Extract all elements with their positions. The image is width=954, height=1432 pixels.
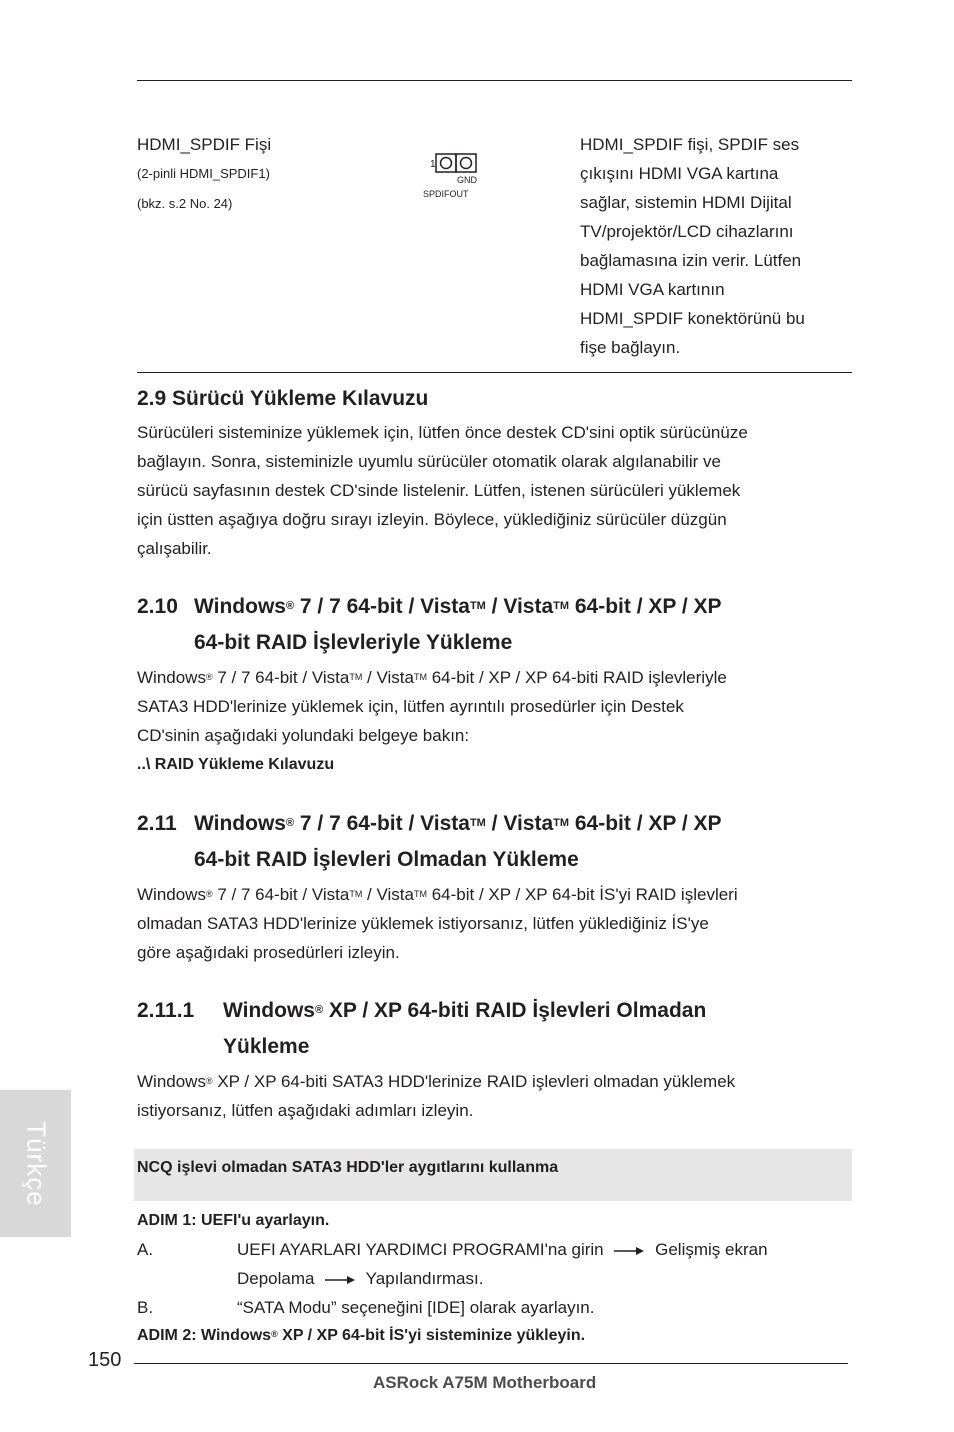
paragraph-line: Windows® 7 / 7 64-bit / Vista™ / Vista™ 64-bit / XP / XP 64-bit İS'yi RAID işlevleri <box>137 885 738 904</box>
section-2-11-title <box>194 806 854 878</box>
description-line: çıkışını HDMI VGA kartına <box>580 164 779 183</box>
section-2-11-body <box>137 880 852 967</box>
title-line-1: Windows® 7 / 7 64-bit / Vista™ / Vista™ 64-bit / XP / XP <box>194 595 722 618</box>
paragraph-line: bağlayın. Sonra, sisteminizle uyumlu sürücüler otomatik olarak algılanabilir ve <box>137 452 721 471</box>
paragraph-line: istiyorsanız, lütfen aşağıdaki adımları izleyin. <box>137 1101 474 1120</box>
section-2-10-body <box>137 663 852 779</box>
spdif-connector-diagram <box>420 150 490 202</box>
description-line: sağlar, sistemin HDMI Dijital <box>580 193 792 212</box>
paragraph-line: çalışabilir. <box>137 539 212 558</box>
paragraph-line: göre aşağıdaki prosedürleri izleyin. <box>137 943 400 962</box>
step-a-line-2: Depolama Yapılandırması. <box>237 1269 484 1288</box>
step-a-line-1: UEFI AYARLARI YARDIMCI PROGRAMI'na girin Gelişmiş ekran <box>237 1240 768 1259</box>
section-2-11-number: 2.11 <box>137 812 177 835</box>
diagram-gnd-label: GND <box>457 175 477 185</box>
connector-description <box>580 130 850 362</box>
step-a-text <box>237 1235 852 1293</box>
top-rule <box>137 80 852 81</box>
section-2-11-1-body <box>137 1067 852 1125</box>
step-b-label: B. <box>137 1298 154 1317</box>
footer-rule <box>134 1363 848 1364</box>
description-line: HDMI VGA kartının <box>580 280 725 299</box>
section-2-10-number: 2.10 <box>137 595 178 618</box>
description-line: bağlamasına izin verir. Lütfen <box>580 251 802 270</box>
paragraph-line: Windows® XP / XP 64-biti SATA3 HDD'lerinize RAID işlevleri olmadan yüklemek <box>137 1072 736 1091</box>
section-2-11-1-title <box>223 993 853 1065</box>
table-bottom-rule <box>137 372 852 373</box>
connector-name: HDMI_SPDIF Fişi <box>137 135 272 154</box>
title-line-1: Windows® XP / XP 64-biti RAID İşlevleri Olmadan <box>223 999 707 1022</box>
ncq-note-title: NCQ işlevi olmadan SATA3 HDD'ler aygıtlarını kullanma <box>137 1159 559 1176</box>
section-2-9-title: 2.9 Sürücü Yükleme Kılavuzu <box>137 387 429 410</box>
section-2-10-title <box>194 589 854 661</box>
title-line-2: 64-bit RAID İşlevleriyle Yükleme <box>194 631 513 654</box>
title-line-2: Yükleme <box>223 1035 310 1058</box>
language-tab <box>0 1090 71 1237</box>
section-2-9-body <box>137 418 852 563</box>
paragraph-line: sürücü sayfasının destek CD'sinde listelenir. Lütfen, istenen sürücüleri yüklemek <box>137 481 741 500</box>
title-line-1: Windows® 7 / 7 64-bit / Vista™ / Vista™ 64-bit / XP / XP <box>194 812 722 835</box>
description-line: HDMI_SPDIF fişi, SPDIF ses <box>580 135 800 154</box>
page-number: 150 <box>88 1349 122 1371</box>
language-tab-label: Türkçe <box>21 1120 51 1207</box>
ncq-note-box <box>134 1149 852 1201</box>
step-b-text: “SATA Modu” seçeneğini [IDE] olarak ayarlayın. <box>237 1298 595 1317</box>
description-line: fişe bağlayın. <box>580 338 681 357</box>
description-line: HDMI_SPDIF konektörünü bu <box>580 309 805 328</box>
step-a-label: A. <box>137 1240 154 1259</box>
paragraph-line: SATA3 HDD'lerinize yüklemek için, lütfen ayrıntılı prosedürler için Destek <box>137 697 684 716</box>
document-path: ..\ RAID Yükleme Kılavuzu <box>137 756 335 773</box>
connector-pins: (2-pinli HDMI_SPDIF1) <box>137 166 270 181</box>
arrow-right-icon <box>614 1246 644 1256</box>
step-2-heading: ADIM 2: Windows® XP / XP 64-bit İS'yi sisteminize yükleyin. <box>137 1327 586 1344</box>
connector-ref: (bkz. s.2 No. 24) <box>137 196 233 211</box>
step-1-heading: ADIM 1: UEFI'u ayarlayın. <box>137 1212 330 1229</box>
paragraph-line: Windows® 7 / 7 64-bit / Vista™ / Vista™ 64-bit / XP / XP 64-biti RAID işlevleriyle <box>137 668 727 687</box>
title-line-2: 64-bit RAID İşlevleri Olmadan Yükleme <box>194 848 579 871</box>
diagram-spdifout-label: SPDIFOUT <box>423 189 469 199</box>
section-2-11-1-number: 2.11.1 <box>137 999 195 1022</box>
arrow-right-icon <box>325 1275 355 1285</box>
footer-brand: ASRock A75M Motherboard <box>373 1373 597 1392</box>
paragraph-line: CD'sinin aşağıdaki yolundaki belgeye bakın: <box>137 726 470 745</box>
description-line: TV/projektör/LCD cihazlarını <box>580 222 794 241</box>
paragraph-line: olmadan SATA3 HDD'lerinize yüklemek istiyorsanız, lütfen yüklediğiniz İS'ye <box>137 914 709 933</box>
diagram-pin1-label: 1 <box>430 159 436 170</box>
paragraph-line: için üstten aşağıya doğru sırayı izleyin. Böylece, yüklediğiniz sürücüler düzgün <box>137 510 727 529</box>
paragraph-line: Sürücüleri sisteminize yüklemek için, lütfen önce destek CD'sini optik sürücünüze <box>137 423 748 442</box>
